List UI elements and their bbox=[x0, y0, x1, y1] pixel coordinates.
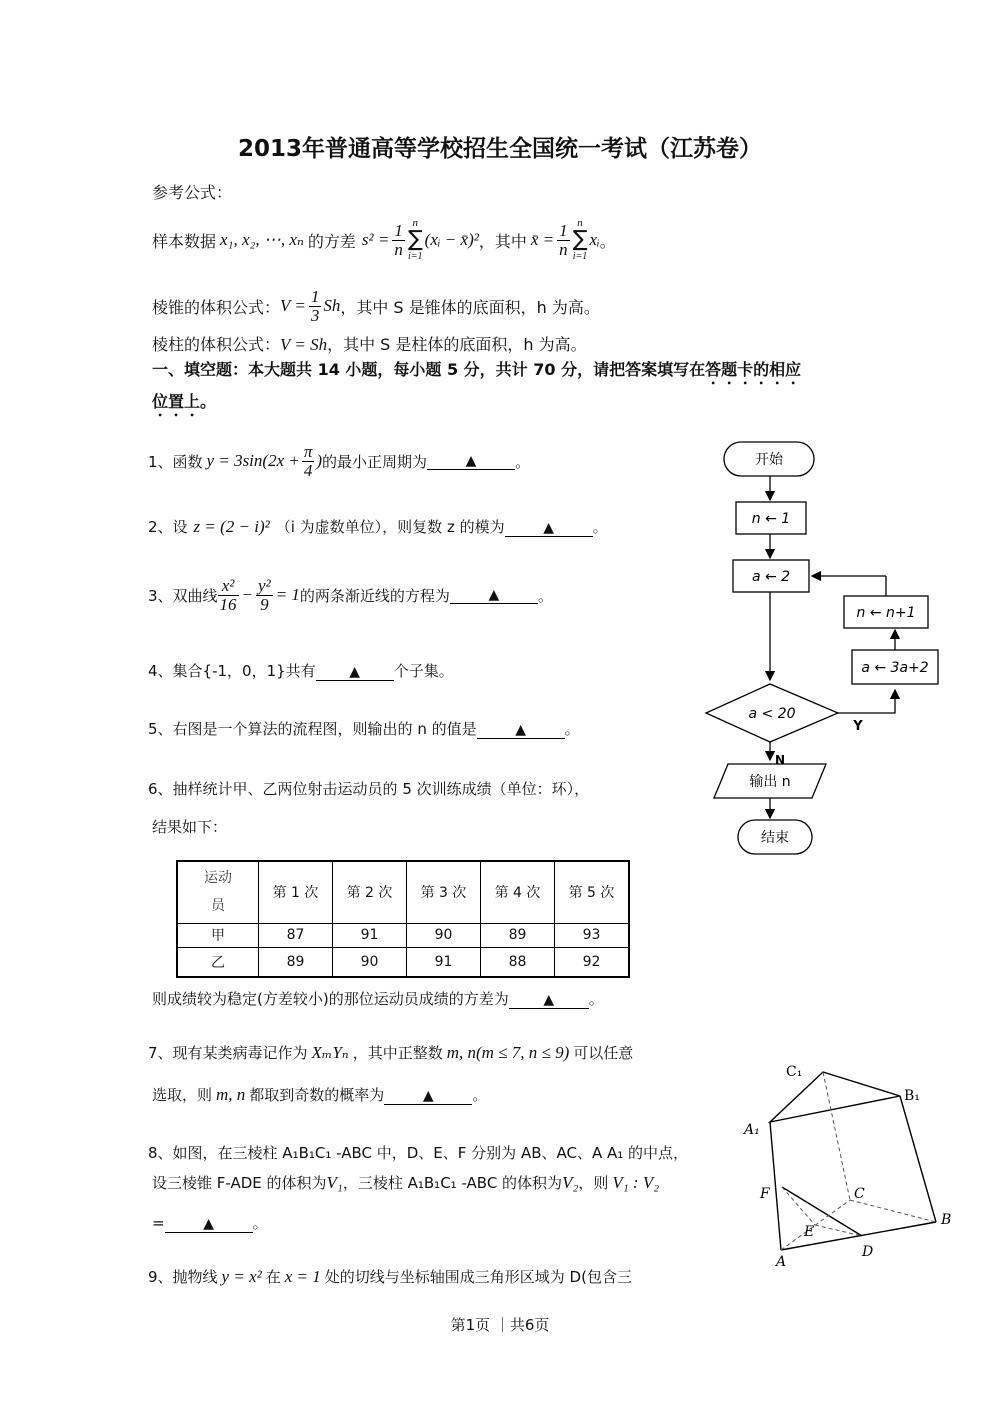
question-5 bbox=[148, 718, 580, 739]
prism-label: D bbox=[862, 1244, 874, 1260]
q6-after-text: 则成绩较为稳定(方差较小)的那位运动员成绩的方差为 bbox=[152, 990, 509, 1008]
q7-virus: XₘYₙ bbox=[311, 1043, 349, 1062]
table-cell: 90 bbox=[333, 947, 407, 977]
pyramid-rhs: Sh bbox=[323, 296, 341, 315]
q3-suffix: 的两条渐近线的方程为 bbox=[299, 586, 450, 605]
pyramid-formula-line bbox=[152, 282, 600, 330]
flow-start-label: 开始 bbox=[755, 452, 783, 468]
answer-blank[interactable]: ▲ bbox=[477, 722, 565, 739]
q7-mid: ，其中正整数 bbox=[352, 1044, 443, 1062]
q8-line2-b: ，三棱柱 A₁B₁C₁ -ABC 的体积为 bbox=[342, 1174, 563, 1192]
table-row bbox=[177, 947, 629, 977]
mean-end: 。 bbox=[599, 231, 616, 251]
prism-label: A₁ bbox=[744, 1122, 760, 1138]
q1-end: 。 bbox=[515, 452, 531, 471]
question-1 bbox=[148, 436, 530, 486]
prism-label: F bbox=[760, 1186, 770, 1202]
reference-heading: 参考公式： bbox=[152, 183, 233, 202]
question-9 bbox=[148, 1266, 632, 1287]
q1-prefix: 1、函数 bbox=[148, 452, 203, 471]
section-heading-main: 一、填空题：本大题共 14 小题，每小题 5 分，共计 70 分，请把答案填写在 bbox=[152, 360, 706, 379]
answer-blank[interactable]: ▲ bbox=[509, 992, 589, 1009]
pyramid-fraction: $\frac{1}{3}$ bbox=[310, 286, 320, 325]
q9-formula-1: y = x² bbox=[221, 1267, 262, 1286]
section-heading bbox=[152, 356, 862, 420]
q1-fraction: $\frac{\pi}{4}$ bbox=[303, 441, 313, 480]
flow-yes-label: Y bbox=[853, 719, 863, 734]
question-6-line-2: 结果如下： bbox=[152, 818, 228, 836]
q1-formula: y = 3sin(2x + bbox=[206, 451, 300, 470]
table-row bbox=[177, 923, 629, 947]
table-cell: 89 bbox=[259, 947, 333, 977]
prism-formula: V = Sh bbox=[280, 335, 328, 354]
answer-blank[interactable]: ▲ bbox=[505, 520, 593, 537]
prism-prefix: 棱柱的体积公式： bbox=[152, 335, 281, 354]
q9-formula-2: x = 1 bbox=[284, 1267, 321, 1286]
q4-prefix: 4、集合{-1，0，1}共有 bbox=[148, 662, 316, 680]
q8-ratio: V₁ : V₂ bbox=[612, 1173, 660, 1192]
table-header-row bbox=[177, 861, 629, 923]
table-cell: 91 bbox=[407, 947, 481, 977]
q7-condition: m, n(m ≤ 7, n ≤ 9) bbox=[446, 1043, 570, 1062]
question-3 bbox=[148, 570, 553, 620]
q3-fraction-x: $\frac{\text{x²}}{16}$ bbox=[219, 575, 237, 614]
q7-line1-end: 可以任意 bbox=[573, 1044, 634, 1062]
question-6-line-1: 6、抽样统计甲、乙两位射击运动员的 5 次训练成绩（单位：环）， bbox=[148, 780, 590, 798]
q3-prefix: 3、双曲线 bbox=[148, 586, 218, 605]
section-heading-dotted-2: 位置上 bbox=[152, 392, 201, 411]
question-2 bbox=[148, 516, 608, 537]
flow-output-label: 输出 n bbox=[749, 774, 791, 790]
answer-blank[interactable]: ▲ bbox=[316, 664, 394, 681]
q9-prefix: 9、抛物线 bbox=[148, 1268, 218, 1286]
prism-figure bbox=[735, 1058, 970, 1273]
prism-label: B₁ bbox=[904, 1088, 920, 1104]
table-header-cell: 第 2 次 bbox=[333, 861, 407, 923]
q2-end: 。 bbox=[592, 518, 608, 536]
variance-formula-line bbox=[152, 212, 616, 268]
variance-where: ，其中 bbox=[478, 231, 527, 251]
prism-formula-line bbox=[152, 332, 587, 355]
table-header-cell: 第 5 次 bbox=[555, 861, 630, 923]
table-cell: 91 bbox=[333, 923, 407, 947]
q8-line2-a: 设三棱锥 F-ADE 的体积为 bbox=[152, 1174, 327, 1192]
section-heading-dotted: 答题卡的相应 bbox=[705, 360, 802, 379]
algorithm-flowchart bbox=[700, 436, 950, 866]
q3-end: 。 bbox=[537, 586, 553, 605]
variance-sum-term: (xᵢ − x̄)² bbox=[424, 230, 479, 249]
answer-blank[interactable]: ▲ bbox=[165, 1216, 253, 1233]
flow-end-label: 结束 bbox=[761, 830, 789, 846]
flow-update-n-label: n ← n+1 bbox=[856, 605, 916, 621]
q7-line2-prefix: 选取，则 bbox=[152, 1086, 213, 1104]
q9-suffix: 处的切线与坐标轴围成三角形区域为 D(包含三 bbox=[324, 1268, 632, 1286]
flow-init-n-label: n ← 1 bbox=[751, 511, 791, 527]
flow-no-label: N bbox=[774, 753, 786, 767]
q6-end: 。 bbox=[588, 990, 604, 1008]
q2-mid: （i 为虚数单位），则复数 z 的模为 bbox=[275, 518, 505, 536]
question-7-line-1 bbox=[148, 1042, 633, 1063]
page-footer: 第1页 ｜共6页 bbox=[450, 1316, 550, 1334]
q8-v2: V₂ bbox=[562, 1173, 579, 1192]
prism-label: B bbox=[941, 1212, 952, 1228]
question-8-line-3 bbox=[152, 1212, 268, 1233]
q1-formula-close: ) bbox=[316, 451, 323, 470]
q8-line3-prefix: = bbox=[152, 1214, 165, 1232]
table-header-cell: 第 4 次 bbox=[481, 861, 555, 923]
variance-vars: x₁, x₂, ⋯, xₙ bbox=[220, 230, 304, 249]
pyramid-suffix: ，其中 S 是锥体的底面积，h 为高。 bbox=[340, 297, 600, 317]
section-heading-end: 。 bbox=[200, 392, 217, 411]
table-cell: 乙 bbox=[177, 947, 259, 977]
table-header-cell: 第 3 次 bbox=[407, 861, 481, 923]
mean-fraction: $\frac{1}{n}$ bbox=[559, 220, 568, 259]
question-6-after bbox=[152, 988, 604, 1009]
q2-prefix: 2、设 bbox=[148, 518, 188, 536]
table-header-cell: 运动 员 bbox=[177, 861, 259, 923]
sum-symbol: n ∑ i=1 bbox=[407, 217, 423, 262]
question-7-line-2 bbox=[152, 1084, 487, 1105]
answer-blank[interactable]: ▲ bbox=[384, 1088, 472, 1105]
variance-mid: 的方差 bbox=[307, 231, 356, 251]
q8-line2-c: ，则 bbox=[578, 1174, 609, 1192]
pyramid-prefix: 棱锥的体积公式： bbox=[152, 297, 281, 317]
table-cell: 89 bbox=[481, 923, 555, 947]
q4-end: 个子集。 bbox=[393, 662, 454, 680]
q8-v1: V₁ bbox=[326, 1173, 343, 1192]
prism-label: A bbox=[776, 1254, 787, 1270]
flow-update-a-label: a ← 3a+2 bbox=[861, 660, 929, 676]
q8-end: 。 bbox=[252, 1214, 268, 1232]
prism-label: C bbox=[854, 1186, 865, 1202]
table-cell: 92 bbox=[555, 947, 630, 977]
q7-end: 。 bbox=[472, 1086, 488, 1104]
table-header-cell: 第 1 次 bbox=[259, 861, 333, 923]
variance-lhs: s² = bbox=[361, 230, 390, 249]
q1-suffix: 的最小正周期为 bbox=[322, 452, 428, 471]
q7-prefix: 7、现有某类病毒记作为 bbox=[148, 1044, 308, 1062]
page-title: 2013年普通高等学校招生全国统一考试（江苏卷） bbox=[237, 136, 762, 162]
q3-fraction-y: $\frac{\text{y²}}{9}$ bbox=[258, 575, 271, 614]
answer-blank[interactable]: ▲ bbox=[450, 587, 538, 604]
table-cell: 甲 bbox=[177, 923, 259, 947]
q3-minus: − bbox=[241, 585, 254, 604]
scores-table bbox=[176, 860, 630, 978]
prism-suffix: ，其中 S 是柱体的底面积，h 为高。 bbox=[327, 335, 587, 354]
q9-mid: 在 bbox=[265, 1268, 281, 1286]
q5-end: 。 bbox=[564, 720, 580, 738]
pyramid-lhs: V = bbox=[280, 296, 306, 315]
question-4 bbox=[148, 660, 454, 681]
prism-label: C₁ bbox=[786, 1064, 803, 1080]
mean-sum-symbol: n ∑ i=1 bbox=[572, 217, 588, 262]
q5-prefix: 5、右图是一个算法的流程图，则输出的 n 的值是 bbox=[148, 720, 477, 738]
flow-init-a-label: a ← 2 bbox=[751, 569, 791, 585]
table-cell: 93 bbox=[555, 923, 630, 947]
variance-prefix: 样本数据 bbox=[152, 231, 217, 251]
table-cell: 88 bbox=[481, 947, 555, 977]
question-8-line-2 bbox=[152, 1172, 659, 1193]
q2-formula: z = (2 − i)² bbox=[193, 517, 270, 536]
q7-mn: m, n bbox=[216, 1085, 246, 1104]
mean-sum-term: xᵢ bbox=[589, 230, 600, 249]
q7-line2-mid: 都取到奇数的概率为 bbox=[249, 1086, 385, 1104]
prism-label: E bbox=[804, 1224, 815, 1240]
mean-lhs: x̄ = bbox=[530, 230, 555, 249]
answer-blank[interactable]: ▲ bbox=[427, 453, 515, 470]
table-cell: 90 bbox=[407, 923, 481, 947]
table-cell: 87 bbox=[259, 923, 333, 947]
variance-fraction: $\frac{1}{n}$ bbox=[394, 220, 403, 259]
flow-condition-label: a < 20 bbox=[748, 706, 796, 722]
question-8-line-1: 8、如图，在三棱柱 A₁B₁C₁ -ABC 中，D、E、F 分别为 AB、AC、A A₁ 的中点， bbox=[148, 1144, 689, 1162]
q3-eq: = 1 bbox=[275, 585, 300, 604]
